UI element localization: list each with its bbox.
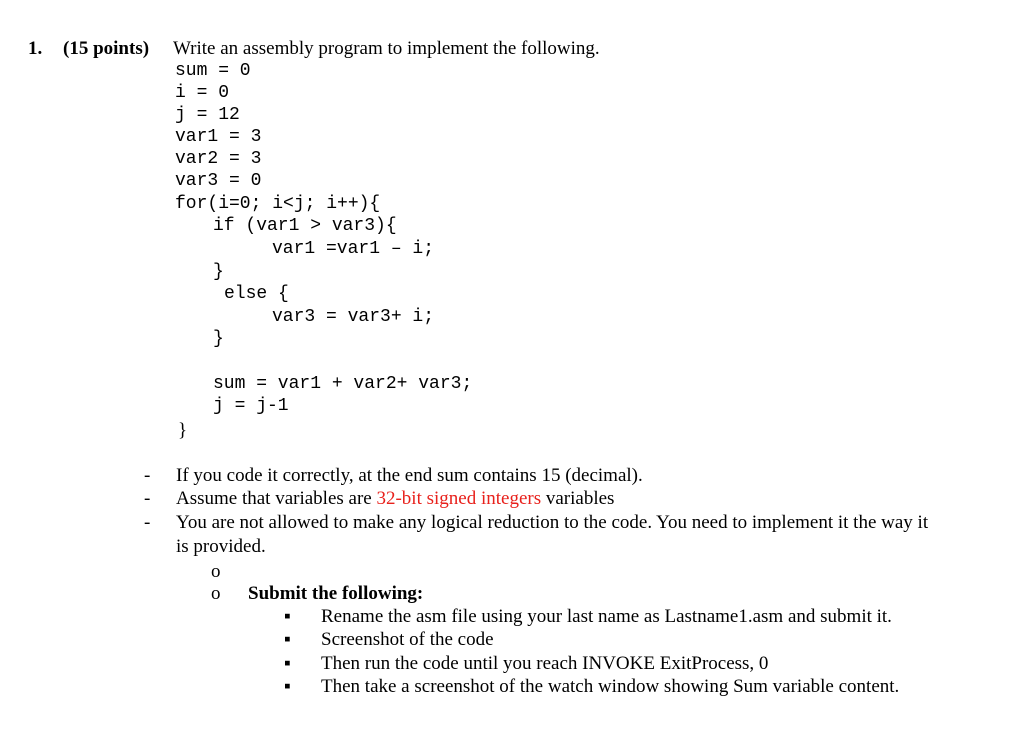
square-bullet: ▪ [284, 606, 291, 627]
code-line: sum = var1 + var2+ var3; [213, 374, 473, 394]
submit-item: Then take a screenshot of the watch window showing Sum variable content. [321, 676, 900, 697]
code-line: var3 = 0 [175, 171, 262, 191]
code-line: var1 = 3 [175, 127, 262, 147]
circle-bullet: o [211, 583, 221, 604]
code-line: if (var1 > var3){ [213, 216, 397, 236]
bullet-marker: - [144, 465, 151, 486]
code-line: var3 = var3+ i; [272, 307, 435, 327]
code-line: } [213, 329, 224, 349]
code-line: for(i=0; i<j; i++){ [175, 194, 381, 214]
question-prompt: Write an assembly program to implement the following. [173, 38, 600, 59]
code-line: sum = 0 [175, 61, 251, 81]
code-line: j = j-1 [213, 396, 289, 416]
code-line: var1 =var1 – i; [272, 239, 435, 259]
submit-heading: Submit the following: [248, 583, 424, 604]
bullet-text-no-reduction: You are not allowed to make any logical reduction to the code. You need to implement it the way it [176, 512, 929, 533]
submit-item: Rename the asm file using your last name as Lastname1.asm and submit it. [321, 606, 892, 627]
code-line: var2 = 3 [175, 149, 262, 169]
code-line: } [178, 420, 188, 441]
empty-circle-bullet: o [211, 561, 221, 582]
points-label: (15 points) [63, 38, 150, 59]
square-bullet: ▪ [284, 629, 291, 650]
code-line: j = 12 [175, 105, 240, 125]
bullet-text-prefix: Assume that variables are [176, 488, 377, 509]
bullet-text-no-reduction-cont: is provided. [176, 536, 266, 557]
bullet-text-suffix: variables [541, 488, 615, 509]
code-line: i = 0 [175, 83, 230, 103]
square-bullet: ▪ [284, 676, 291, 697]
question-number: 1. [28, 38, 43, 59]
bullet-marker: - [144, 488, 151, 509]
bullet-marker: - [144, 512, 151, 533]
submit-item: Screenshot of the code [321, 629, 494, 650]
highlighted-type: 32-bit signed integers [376, 488, 542, 509]
submit-item: Then run the code until you reach INVOKE ExitProcess, 0 [321, 653, 769, 674]
code-line: else { [224, 284, 289, 304]
bullet-text-sum-result: If you code it correctly, at the end sum contains 15 (decimal). [176, 465, 643, 486]
code-line: } [213, 262, 224, 282]
square-bullet: ▪ [284, 653, 291, 674]
bullet-text-variable-type [176, 487, 614, 510]
